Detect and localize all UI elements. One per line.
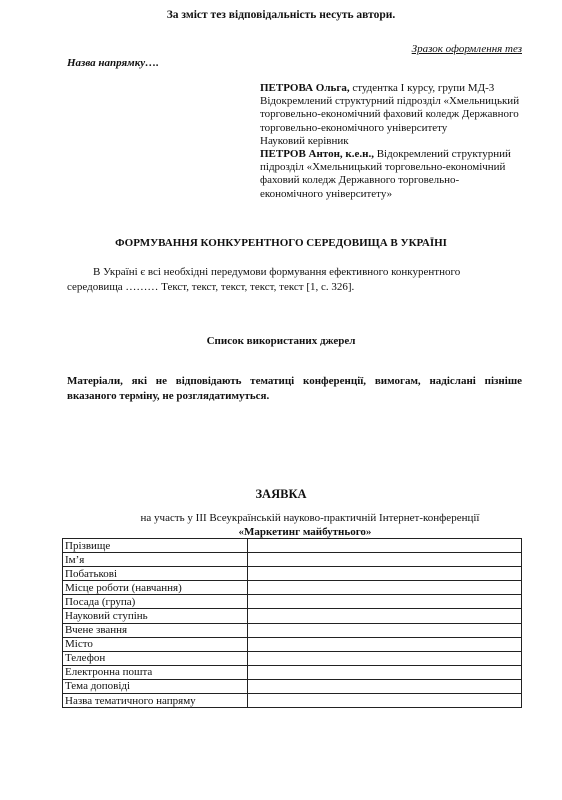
- table-row: [63, 581, 522, 595]
- row-value-cell[interactable]: [248, 679, 522, 693]
- row-value-cell[interactable]: [248, 637, 522, 651]
- row-label: Науковий ступінь: [63, 609, 248, 623]
- row-value-cell[interactable]: [248, 539, 522, 553]
- row-label: Ім’я: [63, 553, 248, 567]
- authors-block: [260, 82, 522, 201]
- references-title: Список використаних джерел: [206, 335, 356, 347]
- author1-line: [260, 82, 522, 95]
- table-row: [63, 609, 522, 623]
- row-value-cell[interactable]: [248, 609, 522, 623]
- row-label: Електронна пошта: [63, 665, 248, 679]
- row-label: Телефон: [63, 651, 248, 665]
- author1-affiliation: Відокремлений структурний підрозділ «Хмельницький торговельно-економічний фаховий коледж Державного торговельно-економічного університету: [260, 95, 520, 134]
- submission-notice: Матеріали, які не відповідають тематиці конференції, вимогам, надіслані пізніше вказаного терміну, не розглядатимуться.: [67, 375, 522, 402]
- table-row: [63, 553, 522, 567]
- row-label: Посада (група): [63, 595, 248, 609]
- row-label: Прізвище: [63, 539, 248, 553]
- responsibility-note: За зміст тез відповідальність несуть автори.: [166, 9, 396, 21]
- row-label: Назва тематичного напряму: [63, 694, 248, 708]
- author2-name: ПЕТРОВ Антон, к.е.н.,: [260, 148, 374, 161]
- table-row: [63, 595, 522, 609]
- table-row: [63, 567, 522, 581]
- direction-label: Назва напрямку….: [67, 57, 159, 69]
- row-value-cell[interactable]: [248, 567, 522, 581]
- application-form-table: [62, 538, 522, 708]
- row-value-cell[interactable]: [248, 595, 522, 609]
- author2-affiliation: Відокремлений структурний підрозділ «Хмельницький торговельно-економічний фаховий коледж Державного торговельно-економічного університету»: [260, 148, 511, 200]
- supervisor-label: Науковий керівник: [260, 134, 349, 147]
- row-value-cell[interactable]: [248, 694, 522, 708]
- application-subtitle: на участь у ІІІ Всеукраїнській науково-практичній Інтернет-конференції: [140, 512, 480, 524]
- body-text: В Україні є всі необхідні передумови формування ефективного конкурентного середовища ……… Текст, текст, текст, текст, текст [1, с. 326].: [67, 266, 461, 293]
- application-title: ЗАЯВКА: [255, 487, 307, 501]
- conference-name: «Маркетинг майбутнього»: [238, 526, 372, 538]
- author1-info: студентка І курсу, групи МД-3: [349, 82, 495, 94]
- author2-line: [260, 148, 522, 201]
- row-label: Місце роботи (навчання): [63, 581, 248, 595]
- row-value-cell[interactable]: [248, 665, 522, 679]
- row-label: Побатькові: [63, 567, 248, 581]
- sample-format-label: Зразок оформлення тез: [411, 43, 522, 55]
- table-row: [63, 651, 522, 665]
- table-row: [63, 679, 522, 693]
- row-value-cell[interactable]: [248, 581, 522, 595]
- row-label: Місто: [63, 637, 248, 651]
- row-value-cell[interactable]: [248, 553, 522, 567]
- row-value-cell[interactable]: [248, 623, 522, 637]
- table-row: [63, 539, 522, 553]
- author1-name: ПЕТРОВА Ольга,: [260, 82, 350, 94]
- row-label: Вчене звання: [63, 623, 248, 637]
- table-row: [63, 637, 522, 651]
- table-row: [63, 694, 522, 708]
- row-label: Тема доповіді: [63, 679, 248, 693]
- row-value-cell[interactable]: [248, 651, 522, 665]
- table-row: [63, 623, 522, 637]
- paper-title: ФОРМУВАННЯ КОНКУРЕНТНОГО СЕРЕДОВИЩА В УКРАЇНІ: [115, 237, 447, 249]
- table-row: [63, 665, 522, 679]
